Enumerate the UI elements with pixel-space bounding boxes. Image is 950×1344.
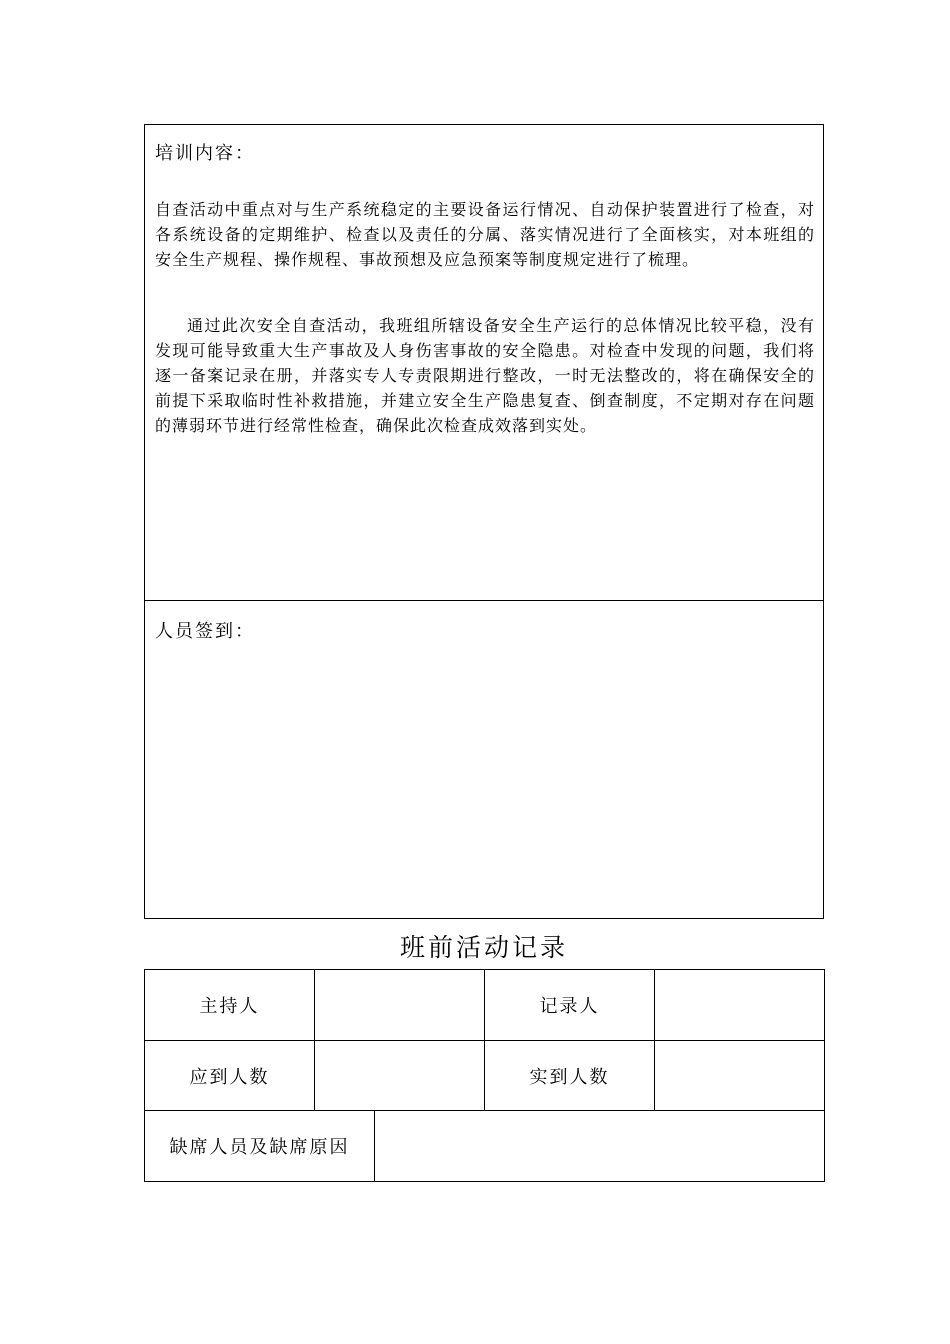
absent-value-cell[interactable] bbox=[375, 1111, 825, 1182]
recorder-label: 记录人 bbox=[485, 970, 655, 1041]
expected-count-label: 应到人数 bbox=[145, 1041, 315, 1111]
actual-count-label: 实到人数 bbox=[485, 1041, 655, 1111]
signin-label: 人员签到： bbox=[155, 621, 255, 642]
training-paragraph-1: 自查活动中重点对与生产系统稳定的主要设备运行情况、自动保护装置进行了检查，对各系统设备的定期维护、检查以及责任的分属、落实情况进行了全面核实，对本班组的安全生产规程、操作规程、事故预想及应急预案等制度规定进行了梳理。 bbox=[155, 200, 815, 269]
recorder-value-cell[interactable] bbox=[655, 970, 825, 1041]
record-row-attendance bbox=[145, 1041, 825, 1111]
record-row-host bbox=[145, 970, 825, 1041]
record-title: 班前活动记录 bbox=[399, 933, 568, 962]
host-label: 主持人 bbox=[145, 970, 315, 1041]
training-content-section bbox=[145, 125, 823, 601]
record-table bbox=[144, 969, 825, 1182]
record-row-absent bbox=[145, 1111, 825, 1182]
training-content-label: 培训内容： bbox=[155, 143, 255, 164]
actual-count-cell[interactable] bbox=[655, 1041, 825, 1111]
training-form bbox=[144, 124, 824, 919]
signin-section[interactable] bbox=[145, 601, 823, 919]
host-value-cell[interactable] bbox=[315, 970, 485, 1041]
training-paragraph-2: 通过此次安全自查活动，我班组所辖设备安全生产运行的总体情况比较平稳，没有发现可能导致重大生产事故及人身伤害事故的安全隐患。对检查中发现的问题，我们将逐一备案记录在册，并落实专人专责限期进行整改，一时无法整改的，将在确保安全的前提下采取临时性补救措施，并建立安全生产隐患复查、倒查制度，不定期对存在问题的薄弱环节进行经常性检查，确保此次检查成效落到实处。 bbox=[155, 316, 815, 435]
expected-count-cell[interactable] bbox=[315, 1041, 485, 1111]
absent-label: 缺席人员及缺席原因 bbox=[145, 1111, 375, 1182]
